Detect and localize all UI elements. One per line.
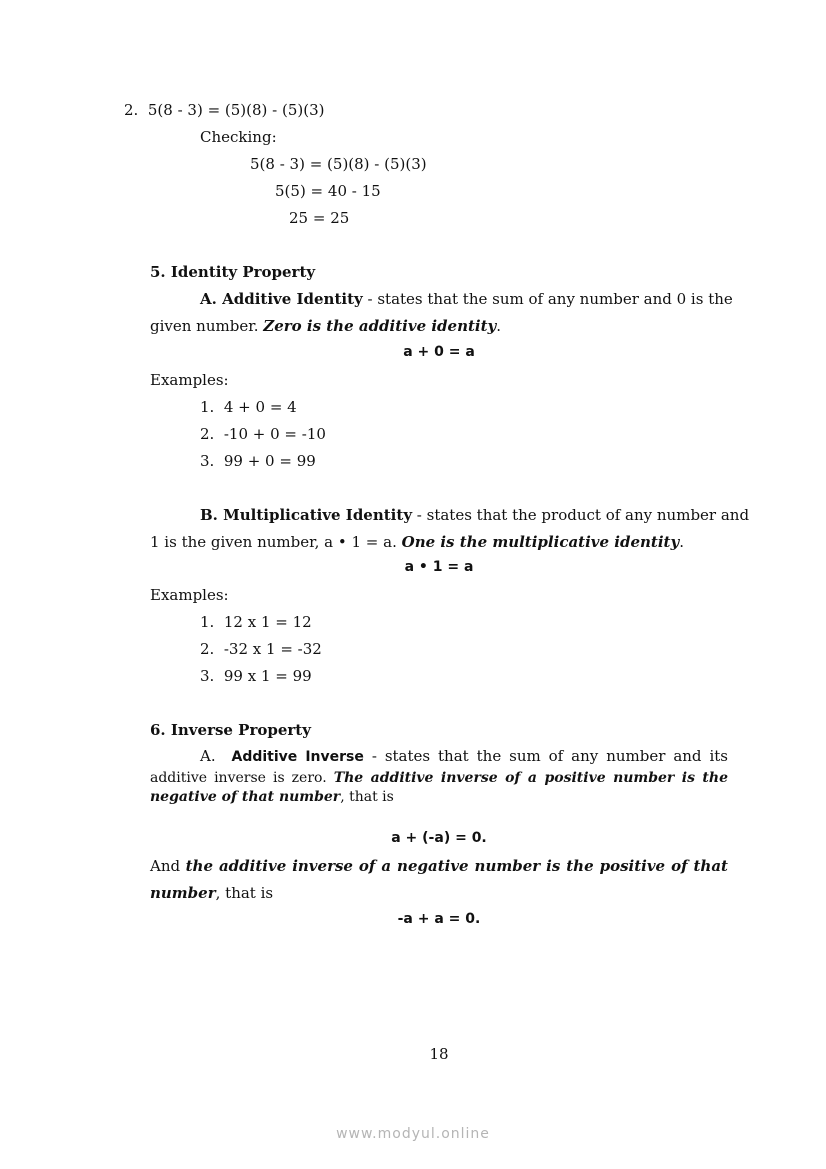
page-number: 18 bbox=[429, 1045, 449, 1063]
additive-examples-label: Examples: bbox=[150, 371, 229, 389]
identity-heading: 5. Identity Property bbox=[150, 263, 316, 281]
additive-inverse-formula-1: a + (-a) = 0. bbox=[391, 830, 487, 846]
list-item bbox=[200, 640, 322, 658]
list-text: -10 + 0 = -10 bbox=[223, 425, 326, 443]
list-num: 1. bbox=[200, 398, 215, 416]
negative-inverse-line2 bbox=[150, 884, 273, 902]
period: . bbox=[496, 317, 502, 335]
list-text: 99 + 0 = 99 bbox=[223, 452, 316, 470]
list-num: 3. bbox=[200, 667, 215, 685]
multiplicative-identity-desc2: 1 is the given number, a • 1 = a. bbox=[150, 533, 402, 551]
check-line-2: 5(5) = 40 - 15 bbox=[275, 182, 381, 200]
list-num: 3. bbox=[200, 452, 215, 470]
additive-inverse-formula-2: -a + a = 0. bbox=[397, 911, 481, 927]
additive-inverse-desc2: additive inverse is zero. bbox=[150, 770, 334, 786]
negative-inverse-emphasis-1: the additive inverse of a negative number is the positive of that bbox=[185, 857, 728, 875]
additive-inverse-emphasis-2: negative of that number bbox=[150, 789, 341, 805]
multiplicative-identity-desc1: - states that the product of any number and bbox=[412, 506, 750, 524]
watermark: www.modyul.online bbox=[336, 1126, 490, 1142]
additive-inverse-desc3: , that is bbox=[340, 789, 394, 805]
negative-inverse-desc: , that is bbox=[215, 884, 274, 902]
list-num: 2. bbox=[200, 640, 215, 658]
additive-inverse-line2 bbox=[150, 768, 728, 786]
additive-inverse-label: A. bbox=[200, 747, 216, 765]
multiplicative-identity-line2 bbox=[150, 533, 684, 551]
inverse-heading: 6. Inverse Property bbox=[150, 721, 311, 739]
additive-identity-line2 bbox=[150, 317, 501, 335]
additive-inverse-line1 bbox=[200, 747, 728, 765]
additive-inverse-line3 bbox=[150, 789, 394, 805]
list-num: 1. bbox=[200, 613, 215, 631]
checking-label: Checking: bbox=[200, 128, 277, 146]
additive-identity-desc2: given number. bbox=[150, 317, 264, 335]
example-number: 2. bbox=[124, 101, 139, 119]
multiplicative-identity-line1 bbox=[200, 506, 750, 524]
list-num: 2. bbox=[200, 425, 215, 443]
additive-identity-line1 bbox=[200, 290, 733, 308]
multiplicative-identity-term: B. Multiplicative Identity bbox=[200, 506, 413, 524]
multiplicative-identity-formula: a • 1 = a bbox=[404, 559, 474, 575]
additive-inverse-emphasis-1: The additive inverse of a positive number is the bbox=[333, 770, 728, 786]
negative-inverse-line1 bbox=[150, 857, 728, 875]
list-item bbox=[200, 398, 297, 416]
additive-inverse-desc1: - states that the sum of any number and its bbox=[363, 747, 728, 765]
multiplicative-identity-emphasis: One is the multiplicative identity bbox=[401, 533, 680, 551]
list-text: -32 x 1 = -32 bbox=[223, 640, 322, 658]
example-expression: 5(8 - 3) = (5)(8) - (5)(3) bbox=[147, 101, 325, 119]
multiplicative-examples-label: Examples: bbox=[150, 586, 229, 604]
list-text: 12 x 1 = 12 bbox=[223, 613, 312, 631]
check-line-1: 5(8 - 3) = (5)(8) - (5)(3) bbox=[250, 155, 427, 173]
and-text: And bbox=[150, 857, 186, 875]
list-item bbox=[200, 452, 316, 470]
check-line-3: 25 = 25 bbox=[289, 209, 350, 227]
list-item bbox=[200, 667, 312, 685]
additive-identity-term: A. Additive Identity bbox=[200, 290, 363, 308]
additive-identity-desc1: - states that the sum of any number and 0 is the bbox=[362, 290, 733, 308]
additive-inverse-term: Additive Inverse bbox=[231, 749, 364, 765]
list-item bbox=[200, 613, 312, 631]
example-2 bbox=[124, 101, 325, 119]
period: . bbox=[679, 533, 684, 551]
negative-inverse-emphasis-2: number bbox=[150, 884, 216, 902]
list-text: 4 + 0 = 4 bbox=[223, 398, 297, 416]
list-item bbox=[200, 425, 326, 443]
additive-identity-emphasis: Zero is the additive identity bbox=[263, 317, 497, 335]
additive-identity-formula: a + 0 = a bbox=[403, 344, 475, 360]
list-text: 99 x 1 = 99 bbox=[223, 667, 312, 685]
